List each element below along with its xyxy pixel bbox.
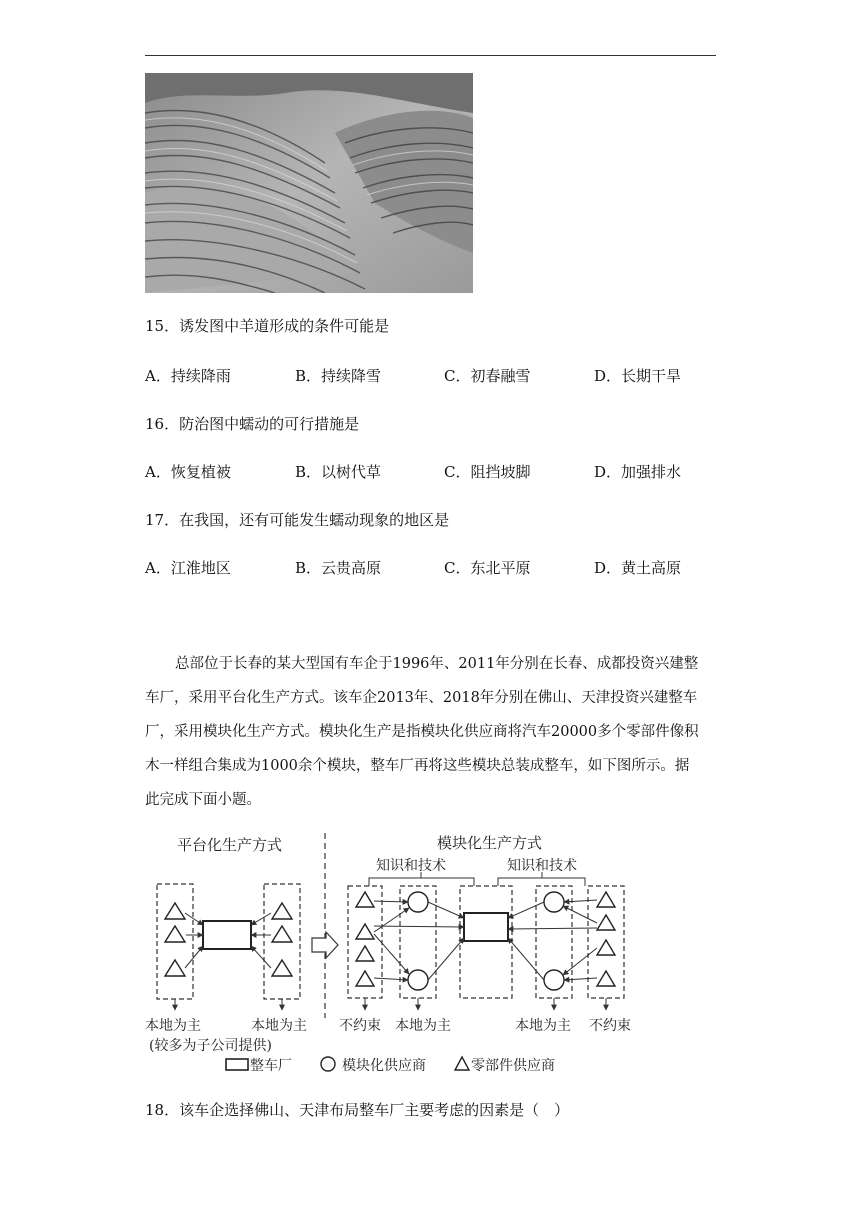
- legend-circle-icon: [321, 1057, 335, 1071]
- header-rule: [145, 55, 716, 56]
- question-number: 18．: [145, 1101, 180, 1119]
- option-c[interactable]: C．东北平原: [444, 559, 531, 577]
- right-bottom-label-3: 本地为主: [515, 1018, 571, 1034]
- left-bottom-label-1-sub: (较多为子公司提供): [149, 1038, 272, 1054]
- left-bottom-label-2: 本地为主: [251, 1018, 307, 1034]
- production-mode-diagram: [140, 828, 660, 1080]
- option-b[interactable]: B．持续降雪: [295, 367, 382, 385]
- left-title: 平台化生产方式: [177, 836, 283, 854]
- option-b[interactable]: B．以树代草: [295, 463, 382, 481]
- option-c[interactable]: C．初春融雪: [444, 367, 531, 385]
- option-d[interactable]: D．黄土高原: [594, 559, 682, 577]
- passage-line-2: 车厂，采用平台化生产方式。该车企2013年、2018年分别在佛山、天津投资兴建整车: [145, 690, 698, 706]
- passage-line-5: 此完成下面小题。: [145, 792, 261, 808]
- right-bottom-label-4: 不约束: [589, 1018, 631, 1034]
- question-text: 在我国，还有可能发生蠕动现象的地区是: [179, 511, 450, 529]
- legend-rect-icon: [226, 1059, 248, 1070]
- knowledge-label-2: 知识和技术: [507, 858, 577, 874]
- option-a[interactable]: A．江淮地区: [145, 559, 231, 577]
- triangle-icon: [165, 903, 185, 976]
- option-c[interactable]: C．阻挡坡脚: [444, 463, 531, 481]
- question-number: 15．: [145, 317, 180, 335]
- question-16: [145, 414, 359, 434]
- legend-module-label: 模块化供应商: [342, 1058, 426, 1074]
- option-b[interactable]: B．云贵高原: [295, 559, 382, 577]
- question-text: 防治图中蠕动的可行措施是: [179, 415, 360, 433]
- option-a[interactable]: A．恢复植被: [145, 463, 231, 481]
- passage-line-1: 总部位于长春的某大型国有车企于1996年、2011年分别在长春、成都投资兴建整: [175, 656, 699, 672]
- option-d[interactable]: D．长期干旱: [594, 367, 682, 385]
- option-d[interactable]: D．加强排水: [594, 463, 682, 481]
- question-15: [145, 316, 389, 336]
- triangle-icon: [272, 903, 292, 976]
- right-parts-box-2: [588, 886, 624, 998]
- question-number: 16．: [145, 415, 180, 433]
- question-text: 诱发图中羊道形成的条件可能是: [179, 317, 390, 335]
- terraced-hillside-photo-icon: [145, 73, 473, 293]
- passage-line-3: 厂，采用模块化生产方式。模块化生产是指模块化供应商将汽车20000多个零部件像积: [145, 724, 699, 740]
- passage-line-4: 木一样组合集成为1000余个模块，整车厂再将这些模块总装成整车，如下图所示。据: [145, 758, 690, 774]
- assembly-plant-right: [464, 913, 508, 941]
- question-17: [145, 510, 449, 530]
- right-bottom-label-2: 本地为主: [395, 1018, 451, 1034]
- legend-triangle-icon: [455, 1057, 469, 1070]
- question-number: 17．: [145, 511, 180, 529]
- right-parts-box-1: [348, 886, 382, 998]
- right-title: 模块化生产方式: [437, 834, 543, 852]
- assembly-plant-left: [203, 921, 251, 949]
- knowledge-label-1: 知识和技术: [376, 858, 446, 874]
- right-bottom-label-1: 不约束: [339, 1018, 381, 1034]
- legend-parts-label: 零部件供应商: [471, 1058, 555, 1074]
- left-bottom-label-1: 本地为主: [145, 1018, 201, 1034]
- legend-assembly-label: 整车厂: [250, 1058, 292, 1074]
- option-a[interactable]: A．持续降雨: [145, 367, 231, 385]
- question-18: [145, 1100, 569, 1120]
- question-text: 该车企选择佛山、天津布局整车厂主要考虑的因素是（ ）: [179, 1101, 570, 1119]
